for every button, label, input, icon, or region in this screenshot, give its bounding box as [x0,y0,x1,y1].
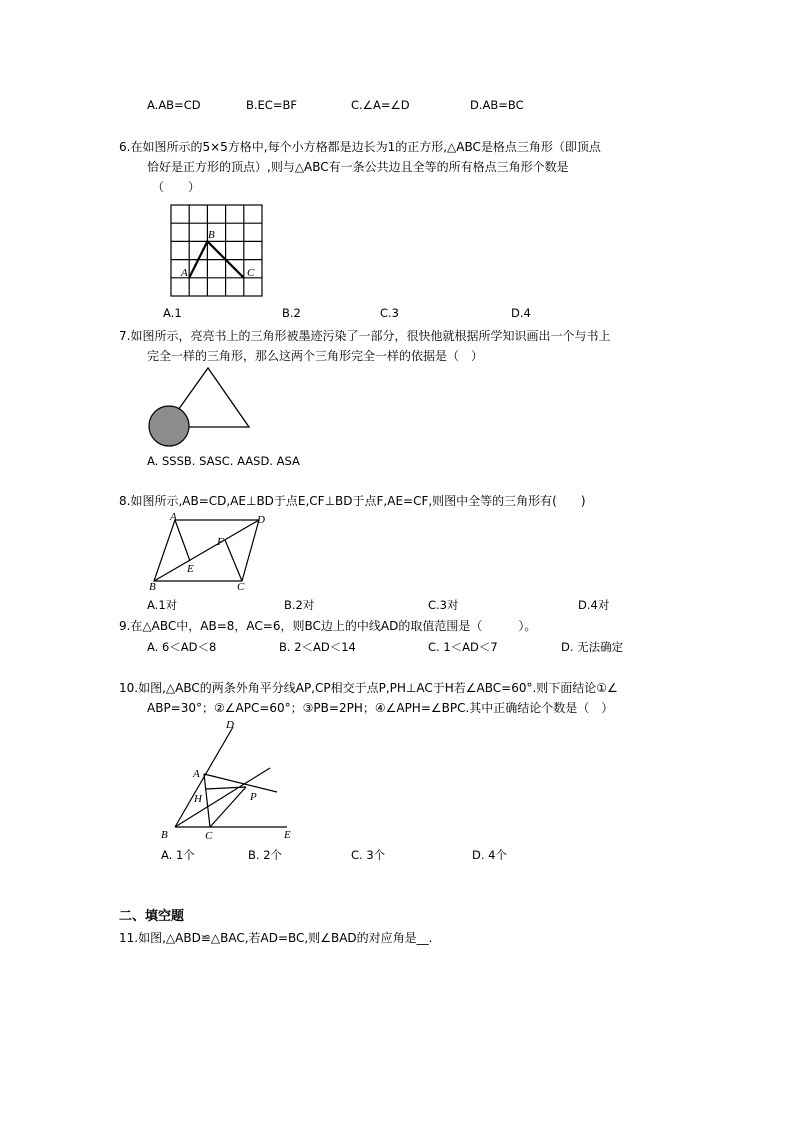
section-heading-fill-in: 二、填空题 [119,909,185,924]
q10-label-d: D [226,719,234,731]
q8-label-a: A [170,511,177,523]
q6-option-d: D.4 [511,306,531,320]
q10-option-c: C. 3个 [351,848,386,862]
q10-label-e: E [284,829,291,841]
q7-ink-blot [149,406,189,446]
q10-option-d: D. 4个 [472,848,507,862]
q7-text-line2: 完全一样的三角形，那么这两个三角形完全一样的依据是（ ） [147,349,484,363]
q5-option-c: C.∠A=∠D [351,98,410,112]
q5-option-d: D.AB=BC [470,98,524,112]
q9-option-d: D. 无法确定 [561,640,624,654]
q11-text-line1: 11.如图,△ABD≌△BAC,若AD=BC,则∠BAD的对应角是__. [119,931,433,945]
q6-label-a: A [181,267,188,279]
q9-option-c: C. 1＜AD＜7 [428,640,498,654]
q10-angle-bisector-figure [158,717,298,843]
q7-ink-triangle-figure [146,366,256,450]
q10-segment-hp [206,787,246,789]
q10-option-b: B. 2个 [248,848,283,862]
q8-segment-cf [225,540,242,581]
q6-text-line2: 恰好是正方形的顶点）,则与△ABC有一条公共边且全等的所有格点三角形个数是 [147,160,569,174]
q6-label-c: C [247,267,255,279]
q10-label-h: H [194,793,202,805]
q7-text-line1: 7.如图所示，亮亮书上的三角形被墨迹污染了一部分，很快他就根据所学知识画出一个与书上 [119,329,611,343]
q10-label-a: A [193,768,200,780]
q10-text-line1: 10.如图,△ABC的两条外角平分线AP,CP相交于点P,PH⊥AC于H若∠ABC=60°.则下面结论①∠ [119,681,618,695]
q8-label-b: B [149,581,156,593]
q6-label-b: B [208,229,215,241]
q10-segment-ac [204,774,210,827]
q8-option-a: A.1对 [147,598,178,612]
q8-label-d: D [257,514,265,526]
q6-option-a: A.1 [163,306,182,320]
q8-label-f: F [217,536,224,548]
q10-line-ap-extended [204,774,277,792]
q8-option-c: C.3对 [428,598,459,612]
q7-options: A. SSSB. SASC. AASD. ASA [147,454,300,468]
q8-diagonal-bd [154,520,259,581]
q10-label-p: P [250,791,257,803]
q6-option-c: C.3 [380,306,400,320]
q8-text-line1: 8.如图所示,AB=CD,AE⊥BD于点E,CF⊥BD于点F,AE=CF,则图中全等的三角形有( ) [119,494,586,508]
q9-text-line1: 9.在△ABC中，AB=8，AC=6，则BC边上的中线AD的取值范围是（ ）。 [119,619,537,633]
q8-segment-ae [175,520,190,561]
q5-option-a: A.AB=CD [147,98,201,112]
q8-label-c: C [237,581,245,593]
q10-label-b: B [161,829,168,841]
q6-text-line1: 6.在如图所示的5×5方格中,每个小方格都是边长为1的正方形,△ABC是格点三角形（即顶点 [119,140,601,154]
q6-option-b: B.2 [282,306,301,320]
q9-option-a: A. 6＜AD＜8 [147,640,217,654]
q8-label-e: E [187,563,194,575]
q5-option-b: B.EC=BF [246,98,297,112]
q8-parallelogram-figure [146,512,276,596]
q6-answer-paren: （ ） [152,180,201,194]
q10-text-line2: ABP=30°；②∠APC=60°；③PB=2PH；④∠APH=∠BPC.其中正确结论个数是（ ） [147,701,614,715]
q6-grid-figure [170,204,265,299]
q8-option-b: B.2对 [284,598,315,612]
q10-segment-cp [210,787,246,827]
q10-label-c: C [205,830,213,842]
q10-option-a: A. 1个 [161,848,195,862]
q8-option-d: D.4对 [578,598,610,612]
q9-option-b: B. 2＜AD＜14 [279,640,356,654]
